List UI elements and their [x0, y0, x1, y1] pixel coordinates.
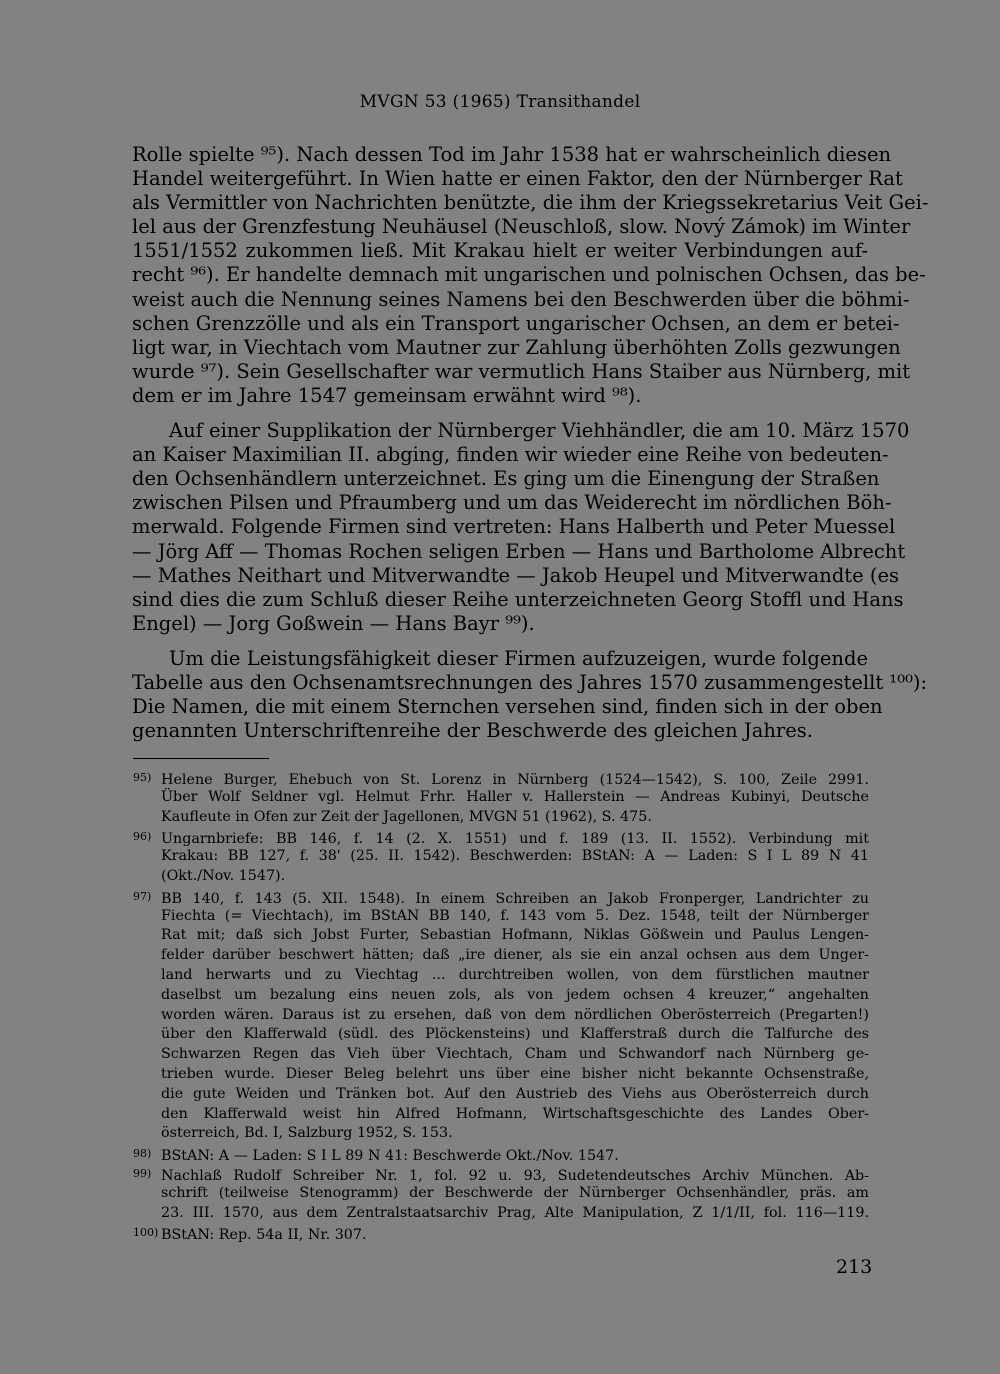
footnote-text: BB 140, f. 143 (5. XII. 1548). In einem Schreiben an Jakob Fronperger, Landrichter zu [161, 890, 869, 907]
footnote-text: Schwarzen Regen das Vieh über Viechtach, Cham und Schwandorf nach Nürnberg ge- [161, 1046, 869, 1063]
footnote-line [133, 966, 869, 986]
body-line: Rolle spielte ⁹⁵). Nach dessen Tod im Jahr 1538 hat er wahrscheinlich diesen [132, 143, 892, 166]
body-line: Handel weitergeführt. In Wien hatte er einen Faktor, den der Nürnberger Rat [132, 167, 903, 191]
body-line: Die Namen, die mit einem Sternchen versehen sind, finden sich in der oben [132, 695, 883, 719]
footnote-line [133, 768, 869, 788]
body-line: Um die Leistungsfähigkeit dieser Firmen aufzuzeigen, wurde folgende [169, 646, 868, 670]
footnote-text: Nachlaß Rudolf Schreiber Nr. 1, fol. 92 u. 93, Sudetendeutsches Archiv München. Ab- [161, 1167, 869, 1184]
footnote-text: trieben wurde. Dieser Beleg belehrt uns über eine bisher nicht bekannte Ochsenstraße, [161, 1065, 869, 1082]
footnote [133, 1223, 869, 1243]
footnote-number: 95) [133, 771, 152, 784]
footnotes [133, 768, 869, 1243]
footnote-line [133, 926, 869, 946]
footnote-text: Krakau: BB 127, f. 38' (25. II. 1542). Beschwerden: BStAN: A — Laden: S I L 89 N 41 [161, 848, 869, 865]
footnote [133, 1164, 869, 1223]
footnote-line [133, 788, 869, 808]
footnote-line [133, 1025, 869, 1045]
footnote-text: felder darüber beschwert hätten; daß „ire diener, als sie ein anzal ochsen aus dem Unger- [161, 947, 869, 964]
footnote-line [133, 1124, 869, 1144]
footnote-line [133, 847, 869, 867]
footnote-line [133, 946, 869, 966]
footnote-text: Helene Burger, Ehebuch von St. Lorenz in Nürnberg (1524—1542), S. 100, Zeile 2991. [161, 772, 869, 788]
footnote-text: BStAN: A — Laden: S I L 89 N 41: Beschwerde Okt./Nov. 1547. [161, 1148, 619, 1165]
paragraph-gap [132, 636, 868, 647]
footnote-text: österreich, Bd. I, Salzburg 1952, S. 153. [161, 1125, 453, 1142]
footnote-line [133, 827, 869, 847]
body-line: Auf einer Supplikation der Nürnberger Viehhändler, die am 10. März 1570 [169, 419, 910, 443]
footnote-line [133, 1204, 869, 1224]
footnote-line [133, 1144, 869, 1164]
footnote-text: über den Klafferwald (südl. des Plöckensteins) und Klafferstraß durch die Talfurche des [161, 1026, 869, 1043]
footnote-line [133, 887, 869, 907]
footnote-number: 98) [133, 1147, 152, 1161]
footnote-number: 97) [133, 889, 152, 903]
body-line: — Mathes Neithart und Mitverwandte — Jakob Heupel und Mitverwandte (es [132, 563, 900, 587]
footnote-line [133, 1164, 869, 1184]
body-line: recht ⁹⁶). Er handelte demnach mit ungarischen und polnischen Ochsen, das be- [132, 263, 926, 287]
footnote-text: die gute Weiden und Tränken bot. Auf den Austrieb des Viehs aus Oberösterreich durch [161, 1085, 869, 1102]
footnote-line [133, 1105, 869, 1125]
footnote-line [133, 1065, 869, 1085]
body-line: wurde ⁹⁷). Sein Gesellschafter war vermutlich Hans Staiber aus Nürnberg, mit [132, 359, 911, 383]
footnote-text: Ungarnbriefe: BB 146, f. 14 (2. X. 1551) und f. 189 (13. II. 1552). Verbindung mit [161, 831, 869, 848]
body-line: sind dies die zum Schluß dieser Reihe unterzeichneten Georg Stoffl und Hans [132, 587, 904, 611]
body-line: merwald. Folgende Firmen sind vertreten: Hans Halberth und Peter Muessel [132, 515, 896, 539]
body-line: zwischen Pilsen und Pfraumberg und um das Weiderecht im nördlichen Böh- [132, 491, 892, 515]
body-line: genannten Unterschriftenreihe der Beschwerde des gleichen Jahres. [132, 719, 813, 743]
page-number: 213 [836, 1256, 873, 1278]
body-line: an Kaiser Maximilian II. abging, finden wir wieder eine Reihe von bedeuten- [132, 443, 889, 467]
footnote-text: (Okt./Nov. 1547). [161, 867, 286, 884]
body-line: Tabelle aus den Ochsenamtsrechnungen des Jahres 1570 zusammengestellt ¹⁰⁰): [132, 670, 928, 694]
body-line: als Vermittler von Nachrichten benützte, die ihm der Kriegssekretarius Veit Gei- [132, 191, 929, 215]
footnote-separator [133, 758, 269, 759]
footnote-number: 99) [133, 1166, 152, 1180]
footnote-line [133, 1184, 869, 1204]
body-line: dem er im Jahre 1547 gemeinsam erwähnt wird ⁹⁸). [132, 383, 642, 407]
body-line: Engel) — Jorg Goßwein — Hans Bayr ⁹⁹). [132, 611, 535, 635]
footnote-text: BStAN: Rep. 54a II, Nr. 307. [161, 1227, 367, 1244]
running-header: MVGN 53 (1965) Transithandel [359, 92, 641, 112]
footnote-text: Über Wolf Seldner vgl. Helmut Frhr. Haller v. Hallerstein — Andreas Kubinyi, Deutsche [161, 788, 869, 805]
footnote [133, 827, 869, 886]
body-line: ligt war, in Viechtach vom Mautner zur Zahlung überhöhten Zolls gezwungen [132, 335, 901, 359]
footnote-line [133, 867, 869, 887]
footnote [133, 887, 869, 1144]
footnote-number: 96) [133, 830, 152, 844]
footnote [133, 768, 869, 827]
body-line: weist auch die Nennung seines Namens bei den Beschwerden über die böhmi- [132, 287, 910, 311]
footnote-text: worden wären. Daraus ist zu ersehen, daß von dem nördlichen Oberösterreich (Pregarten!) [161, 1006, 869, 1023]
footnote-text: daselbst um bezalung eins neuen zols, als von jedem ochsen 4 kreuzer,“ angehalten [161, 986, 869, 1003]
footnote-line [133, 1085, 869, 1105]
footnote-line [133, 907, 869, 927]
footnote-line [133, 1045, 869, 1065]
body-line: den Ochsenhändlern unterzeichnet. Es ging um die Einengung der Straßen [132, 467, 880, 491]
footnote-line [133, 1006, 869, 1026]
footnote-text: Kaufleute in Ofen zur Zeit der Jagellonen, MVGN 51 (1962), S. 475. [161, 808, 652, 825]
footnote-text: Fiechta (= Viechtach), im BStAN BB 140, f. 143 vom 5. Dez. 1548, teilt der Nürnberger [161, 907, 869, 924]
footnote-line [133, 808, 869, 828]
footnote-text: 23. III. 1570, aus dem Zentralstaatsarchiv Prag, Alte Manipulation, Z 1/1/II, fol. 116—119. [161, 1204, 869, 1221]
footnote-text: Rat mit; daß sich Jobst Furter, Sebastian Hofmann, Niklas Gößwein und Paulus Lengen- [161, 927, 869, 944]
footnote-text: den Klafferwald weist hin Alfred Hofmann, Wirtschaftsgeschichte des Landes Ober- [161, 1105, 869, 1122]
footnote [133, 1144, 869, 1164]
footnote-text: schrift (teilweise Stenogramm) der Beschwerde der Nürnberger Ochsenhändler, präs. am [161, 1184, 869, 1201]
paragraph-gap [132, 408, 868, 419]
footnote-number: 100) [133, 1226, 159, 1240]
footnote-text: land herwarts und zu Viechtag ... durchtreiben wollen, von dem fürstlichen mautner [161, 966, 869, 983]
body-line: 1551/1552 zukommen ließ. Mit Krakau hielt er weiter Verbindungen auf- [132, 239, 868, 263]
body-line: schen Grenzzölle und als ein Transport ungarischer Ochsen, an dem er betei- [132, 311, 900, 335]
body-text [132, 143, 929, 743]
footnote-line [133, 1223, 869, 1243]
body-line: lel aus der Grenzfestung Neuhäusel (Neuschloß, slow. Nový Zámok) im Winter [132, 215, 911, 239]
body-line: — Jörg Aff — Thomas Rochen seligen Erben — Hans und Bartholome Albrecht [132, 539, 906, 563]
footnote-line [133, 986, 869, 1006]
